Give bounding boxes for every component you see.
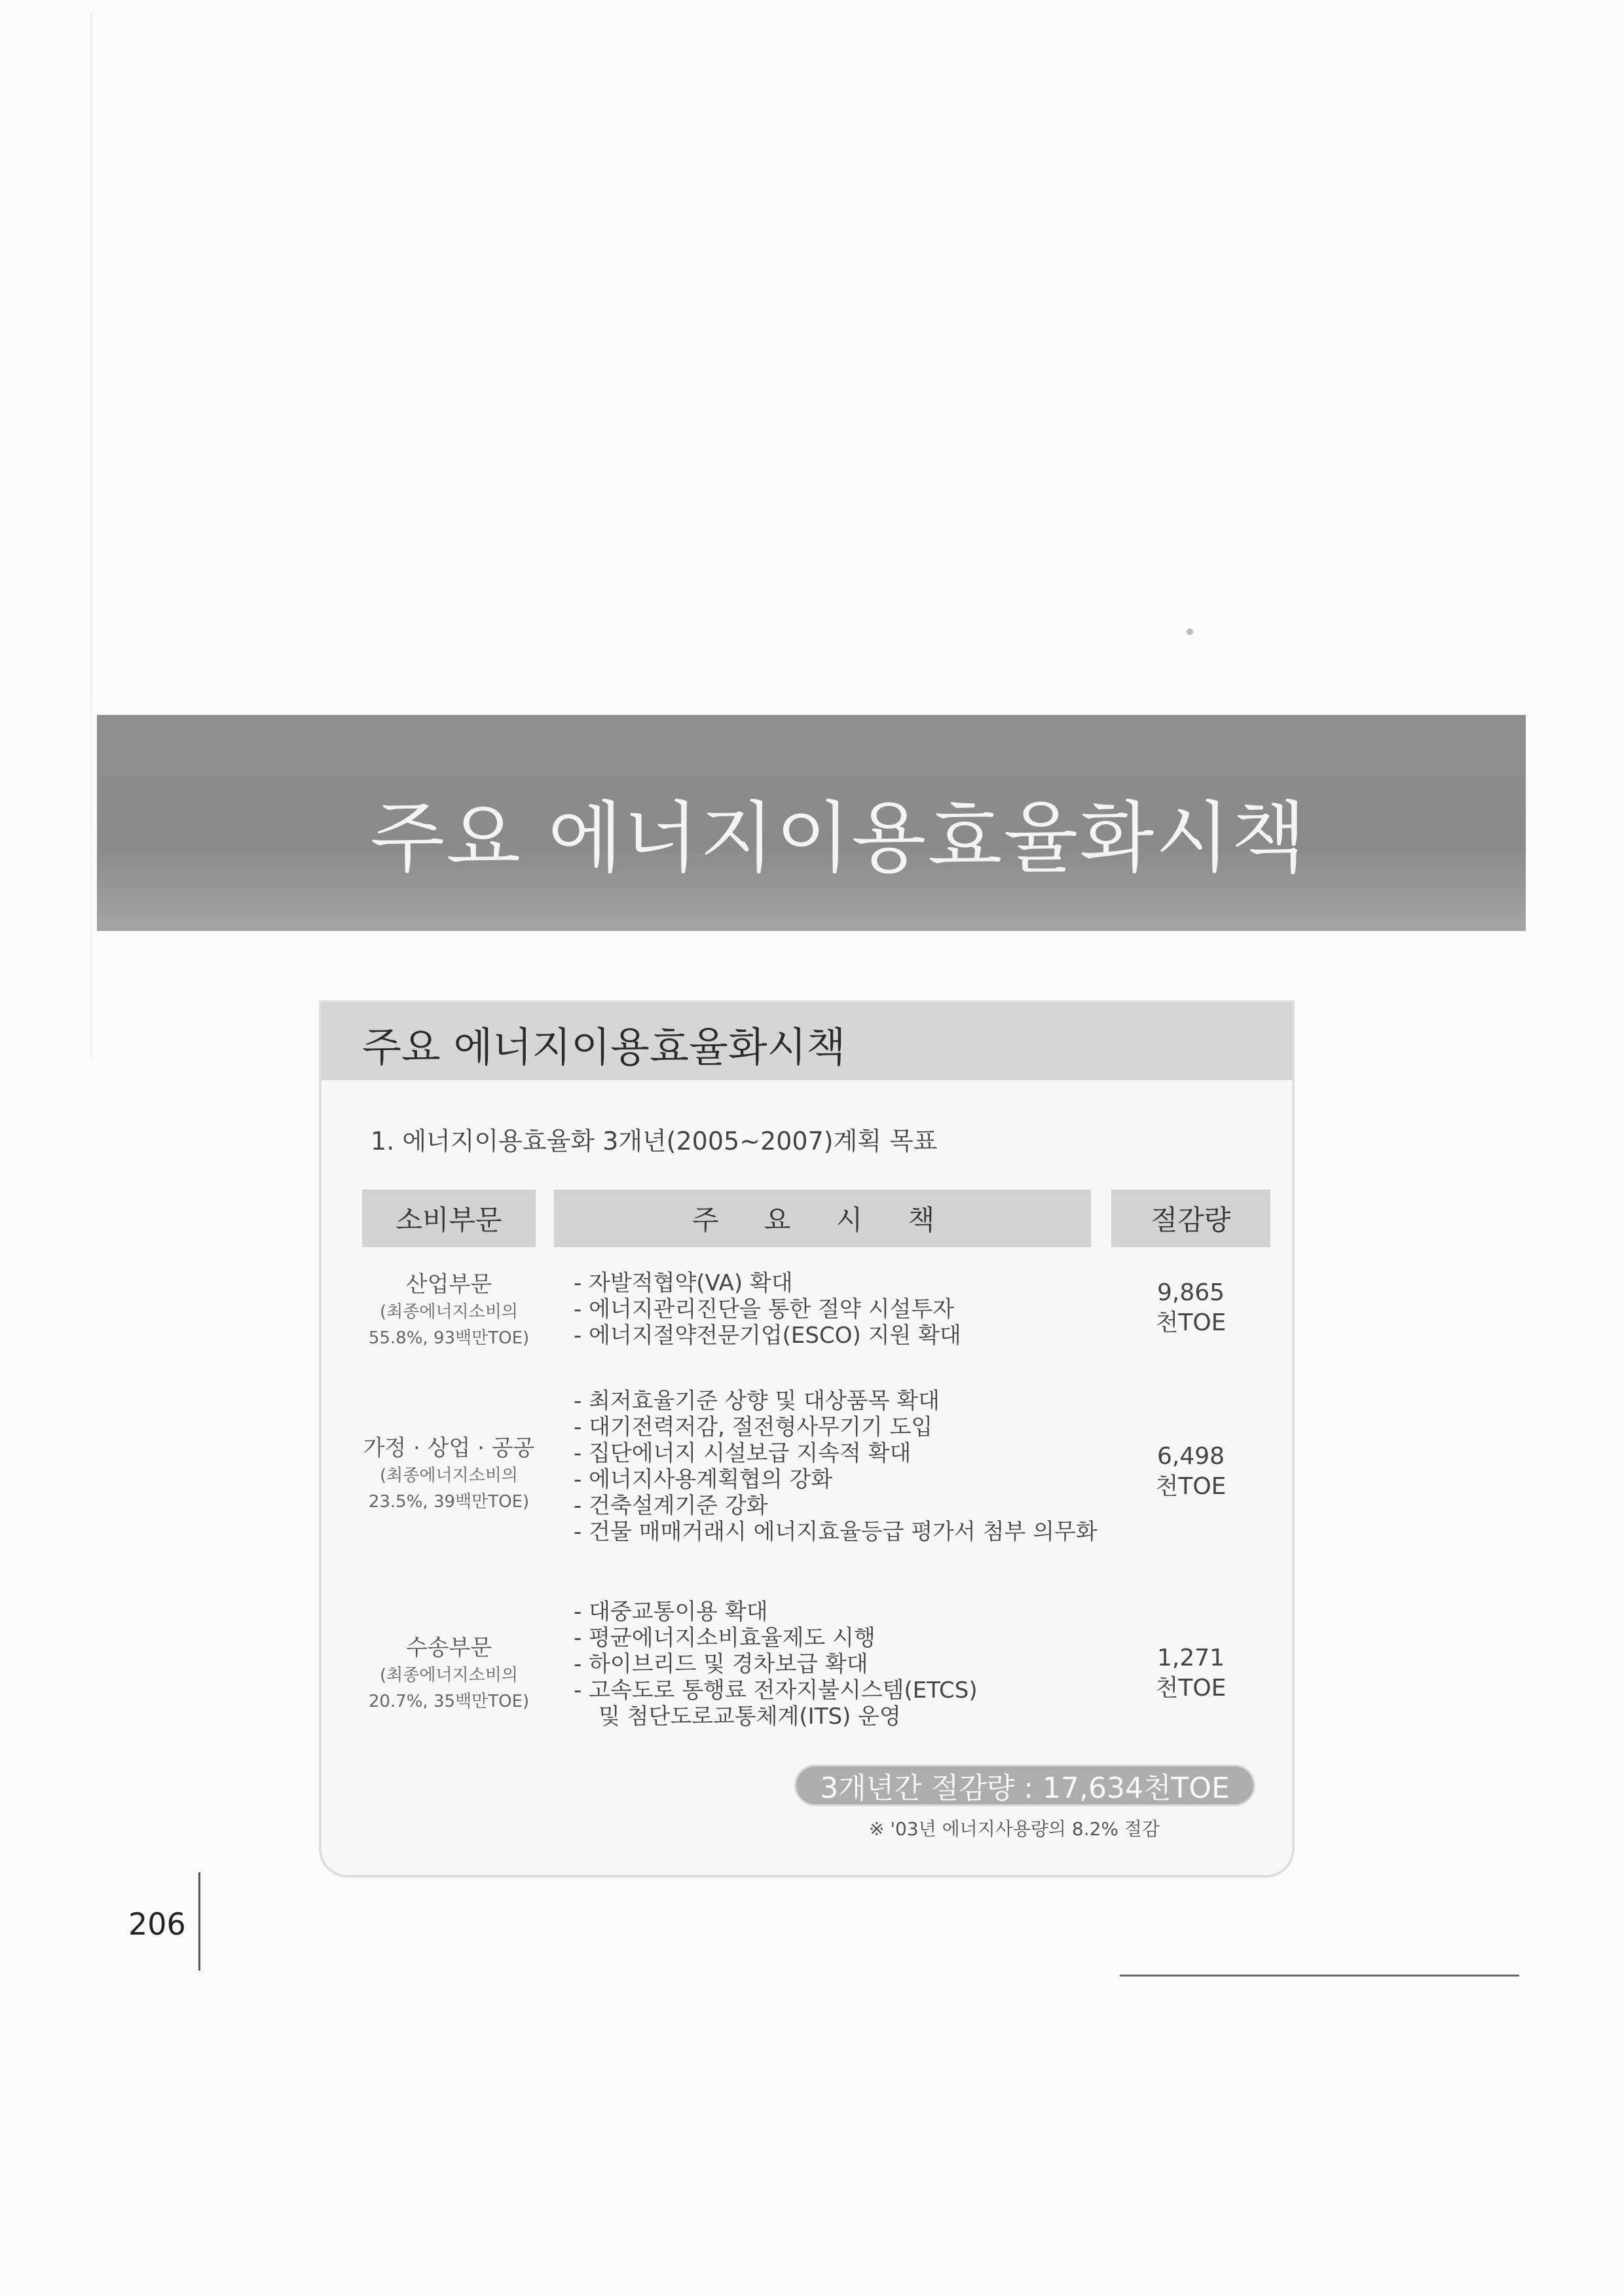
policy-list [574,1388,1098,1545]
saving-cell [1111,1442,1270,1502]
policy-item: - 최저효율기준 상향 및 대상품목 확대 [574,1388,940,1414]
policy-list [574,1599,978,1730]
policy-item: - 건축설계기준 강화 [574,1493,768,1519]
page-number: 206 [128,1906,186,1942]
policy-item: - 집단에너지 시설보급 지속적 확대 [574,1440,912,1467]
policy-item: - 에너지사용계획협의 강화 [574,1467,833,1493]
policy-item: - 건물 매매거래시 에너지효율등급 평가서 첨부 의무화 [574,1519,1098,1545]
policy-item: - 평균에너지소비효율제도 시행 [574,1625,876,1651]
policy-item: - 고속도로 통행료 전자지불시스템(ETCS) [574,1677,978,1704]
header-policies: 주 요 시 책 [554,1190,1091,1247]
sector-note: (최종에너지소비의 [379,1666,519,1685]
policy-item: - 자발적협약(VA) 확대 [574,1270,793,1296]
policy-item: - 에너지관리진단을 통한 절약 시설투자 [574,1296,955,1322]
chapter-title: 주요 에너지이용효율화시책 [370,793,1308,883]
policy-item: - 대기전력저감, 절전형사무기기 도입 [574,1414,933,1440]
saving-cell [1111,1643,1270,1704]
panel-header [322,1003,1292,1080]
header-sector: 소비부문 [362,1190,536,1247]
sector-note: (최종에너지소비의 [379,1302,519,1322]
policy-item-continuation: 및 첨단도로교통체계(ITS) 운영 [599,1704,901,1730]
sector-note: 55.8%, 93백만TOE) [368,1328,530,1348]
scan-left-edge [90,13,92,1061]
sector-name: 가정 · 상업 · 공공 [363,1435,535,1461]
saving-unit: 천TOE [1155,1309,1227,1336]
header-savings: 절감량 [1111,1190,1270,1247]
policy-item: - 에너지절약전문기업(ESCO) 지원 확대 [574,1322,961,1349]
footnote: ※ '03년 에너지사용량의 8.2% 절감 [869,1818,1160,1840]
sector-note: (최종에너지소비의 [379,1466,519,1485]
saving-value: 6,498 [1156,1443,1225,1470]
sector-name: 산업부문 [405,1271,492,1298]
scan-speck [1187,629,1193,635]
panel-title: 주요 에너지이용효율화시책 [362,1023,846,1071]
policy-item: - 하이브리드 및 경차보급 확대 [574,1651,868,1677]
saving-unit: 천TOE [1155,1473,1227,1500]
total-savings-badge: 3개년간 절감량 : 17,634천TOE [794,1764,1255,1806]
footer-rule [1120,1975,1519,1977]
sector-cell [362,1434,536,1515]
policy-item: - 대중교통이용 확대 [574,1599,768,1625]
sector-name: 수송부문 [405,1635,492,1661]
saving-cell [1111,1278,1270,1338]
sector-note: 23.5%, 39백만TOE) [368,1492,530,1512]
page-number-rule [198,1872,200,1971]
saving-value: 9,865 [1156,1279,1225,1306]
policy-list [574,1270,961,1349]
panel-body [322,1080,1292,1875]
section-heading: 1. 에너지이용효율화 3개년(2005~2007)계획 목표 [371,1127,938,1156]
sector-cell [362,1270,536,1351]
saving-unit: 천TOE [1155,1675,1227,1702]
policy-panel [319,1000,1295,1878]
sector-note: 20.7%, 35백만TOE) [368,1692,530,1711]
saving-value: 1,271 [1156,1645,1225,1671]
sector-cell [362,1633,536,1715]
